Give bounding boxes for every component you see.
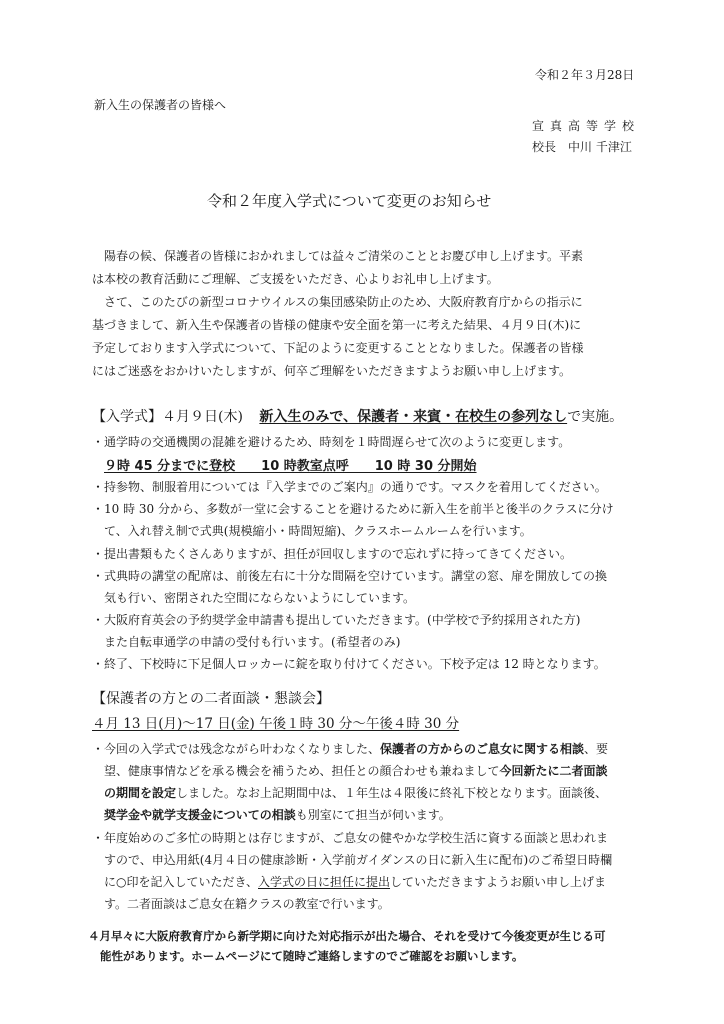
ceremony-bullet: ・式典時の講堂の配席は、前後左右に十分な間隔を空けています。講堂の窓、扉を開放しての換 bbox=[92, 569, 608, 583]
meeting-text: も別室にて担当が伺います。 bbox=[295, 808, 451, 822]
meeting-text: ・今回の入学式では残念ながら叶わなくなりました、 bbox=[92, 742, 381, 756]
ceremony-heading-emphasis: 新入生のみで、保護者・来賓・在校生の参列なし bbox=[259, 409, 568, 425]
meeting-underlined: 入学式の日に担任に提出 bbox=[258, 875, 391, 889]
meeting-text: 、要 bbox=[584, 742, 609, 756]
meeting-emphasis: 保護者の方からのご息女に関する相談 bbox=[380, 742, 585, 756]
intro-line: は本校の教育活動にご理解、ご支援をいただき、心よりお礼申し上げます。 bbox=[92, 272, 499, 286]
ceremony-bullet: ・終了、下校時に下足個人ロッカーに錠を取り付けてください。下校予定は 12 時となります。 bbox=[92, 657, 606, 671]
meeting-emphasis: 今回新たに二者面談 bbox=[499, 764, 608, 778]
recipient: 新入生の保護者の皆様へ bbox=[94, 98, 227, 112]
ceremony-bullet-cont: また自転車通学の申請の受付も行います。(希望者のみ) bbox=[104, 635, 401, 649]
meeting-heading: 【保護者の方との二者面談・懇談会】 bbox=[92, 691, 330, 707]
school-name: 宣真高等学校 bbox=[532, 119, 641, 133]
meeting-emphasis: の期間を設定 bbox=[104, 786, 177, 800]
intro-line: にはご迷惑をおかけいたしますが、何卒ご理解をいただきますようお願い申し上げます。 bbox=[92, 364, 572, 378]
footer-line: ４月早々に大阪府教育庁から新学期に向けた対応指示が出た場合、それを受けて今後変更が生じる可 bbox=[88, 929, 606, 943]
ceremony-heading-label: 【入学式】４月９日(木) bbox=[92, 409, 243, 425]
meeting-text: しました。なお上記期間中は、１年生は４限後に終礼下校となります。面談後、 bbox=[176, 786, 608, 800]
page-title: 令和２年度入学式について変更のお知らせ bbox=[207, 192, 492, 210]
principal-name: 校長 中川 千津江 bbox=[532, 140, 632, 154]
meeting-emphasis: 奨学金や就学支援金についての相談 bbox=[104, 808, 296, 822]
intro-line: さて、このたびの新型コロナウイルスの集団感染防止のため、大阪府教育庁からの指示に bbox=[104, 295, 583, 309]
ceremony-bullet: ・通学時の交通機関の混雑を避けるため、時刻を１時間遅らせて次のように変更します。 bbox=[92, 435, 571, 449]
ceremony-heading-tail: で実施。 bbox=[567, 409, 624, 425]
meeting-bullet-cont bbox=[104, 873, 606, 890]
meeting-bullet-cont: す。二者面談はご息女在籍クラスの教室で行います。 bbox=[104, 897, 390, 911]
meeting-bullet-cont bbox=[104, 762, 608, 779]
intro-line: 基づきまして、新入生や保護者の皆様の健康や安全面を第一に考えた結果、４月９日(木)に bbox=[92, 318, 582, 332]
meeting-bullet bbox=[92, 740, 608, 757]
meeting-text: 望、健康事情などを承る機会を補うため、担任との顔合わせも兼ねまして bbox=[104, 764, 500, 778]
ceremony-bullet-cont: て、入れ替え制で式典(規模縮小・時間短縮)、クラスホームルームを行います。 bbox=[104, 524, 532, 538]
meeting-text: に○印を記入していただき、 bbox=[104, 875, 258, 889]
ceremony-bullet-cont: 気も行い、密閉された空間にならないようにしています。 bbox=[104, 591, 416, 605]
meeting-bullet-cont: すので、申込用紙(4月４日の健康診断・入学前ガイダンスの日に新入生に配布)のご希望日時欄 bbox=[104, 853, 613, 867]
meeting-bullet-cont bbox=[104, 806, 451, 823]
ceremony-bullet: ・提出書類もたくさんありますが、担任が回収しますので忘れずに持ってきてください。 bbox=[92, 547, 573, 561]
ceremony-schedule: ９時 45 分までに登校 10 時教室点呼 10 時 30 分開始 bbox=[104, 459, 477, 474]
meeting-dates: ４月 13 日(月)～17 日(金) 午後１時 30 分～午後４時 30 分 bbox=[92, 716, 460, 732]
intro-line: 陽春の候、保護者の皆様におかれましては益々ご清栄のこととお慶び申し上げます。平素 bbox=[104, 249, 584, 263]
ceremony-bullet: ・大阪府育英会の予約奨学金申請書も提出していただきます。(中学校で予約採用された方) bbox=[92, 613, 581, 627]
meeting-bullet: ・年度始めのご多忙の時期とは存じますが、ご息女の健やかな学校生活に資する面談と思われま bbox=[92, 831, 609, 845]
intro-line: 予定しております入学式について、下記のように変更することとなりました。保護者の皆様 bbox=[92, 341, 584, 355]
ceremony-heading bbox=[92, 406, 623, 426]
meeting-text: していただきますようお願い申し上げま bbox=[390, 875, 607, 889]
issue-date: 令和２年３月28日 bbox=[535, 68, 635, 82]
ceremony-bullet: ・10 時 30 分から、多数が一堂に会することを避けるために新入生を前半と後半のクラスに分け bbox=[92, 502, 614, 516]
footer-line: 能性があります。ホームページにて随時ご連絡しますのでご確認をお願いします。 bbox=[100, 949, 524, 963]
meeting-bullet-cont bbox=[104, 784, 607, 801]
ceremony-bullet: ・持参物、制服着用については『入学までのご案内』の通りです。マスクを着用してください。 bbox=[92, 480, 607, 494]
